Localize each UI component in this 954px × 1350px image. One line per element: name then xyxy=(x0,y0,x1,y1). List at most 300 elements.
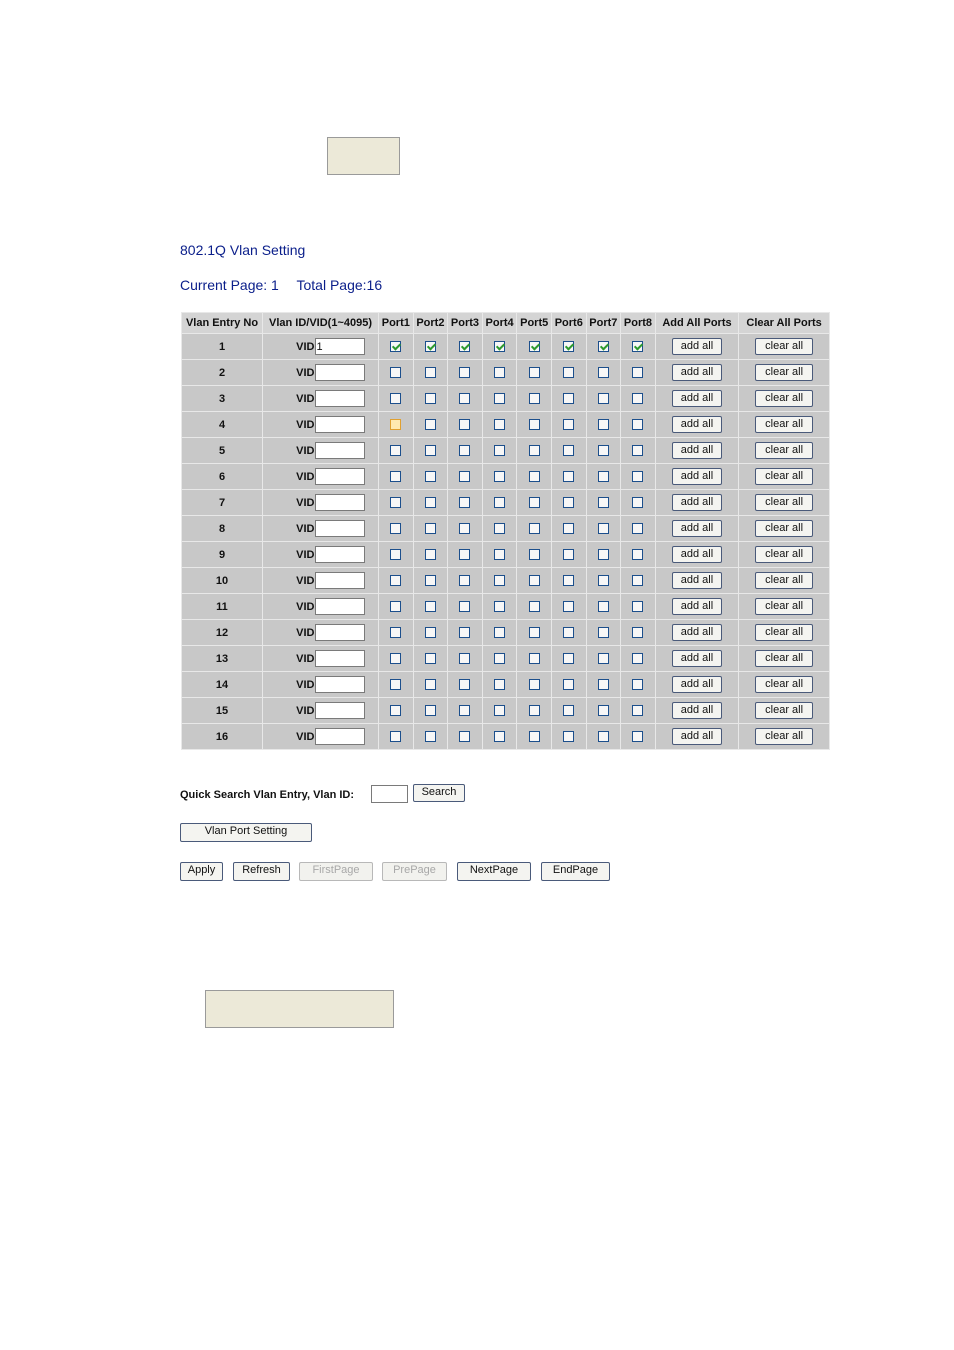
port1-checkbox[interactable] xyxy=(390,471,401,482)
port7-checkbox[interactable] xyxy=(598,393,609,404)
port-cell xyxy=(621,568,656,594)
port4-checkbox[interactable] xyxy=(494,393,505,404)
port-cell xyxy=(413,724,448,750)
port7-checkbox[interactable] xyxy=(598,653,609,664)
clear-all-button[interactable]: clear all xyxy=(755,338,813,355)
port3-checkbox[interactable] xyxy=(459,367,470,378)
clear-all-button[interactable]: clear all xyxy=(755,416,813,433)
add-all-cell xyxy=(655,386,738,412)
vid-cell xyxy=(263,516,379,542)
port5-checkbox[interactable] xyxy=(529,575,540,586)
clear-all-button[interactable]: clear all xyxy=(755,676,813,693)
port-cell xyxy=(551,360,586,386)
port4-checkbox[interactable] xyxy=(494,523,505,534)
port6-checkbox[interactable] xyxy=(563,653,574,664)
port3-checkbox[interactable] xyxy=(459,731,470,742)
port8-checkbox[interactable] xyxy=(632,653,643,664)
port7-checkbox[interactable] xyxy=(598,367,609,378)
port-cell xyxy=(448,490,483,516)
port5-checkbox[interactable] xyxy=(529,731,540,742)
clear-all-button[interactable]: clear all xyxy=(755,494,813,511)
port-cell xyxy=(551,594,586,620)
port8-checkbox[interactable] xyxy=(632,549,643,560)
pre-page-button[interactable]: PrePage xyxy=(382,862,447,881)
add-all-button[interactable]: add all xyxy=(672,364,722,381)
port-cell xyxy=(621,334,656,360)
refresh-button[interactable]: Refresh xyxy=(233,862,290,881)
port8-checkbox[interactable] xyxy=(632,575,643,586)
bottom-placeholder-box xyxy=(205,990,394,1028)
port-cell xyxy=(517,698,552,724)
port-cell xyxy=(551,412,586,438)
clear-all-button[interactable]: clear all xyxy=(755,390,813,407)
port-cell xyxy=(413,568,448,594)
add-all-cell xyxy=(655,542,738,568)
port-cell xyxy=(517,464,552,490)
port2-checkbox[interactable] xyxy=(425,523,436,534)
vid-cell xyxy=(263,464,379,490)
port8-checkbox[interactable] xyxy=(632,419,643,430)
port4-checkbox[interactable] xyxy=(494,549,505,560)
port1-checkbox[interactable] xyxy=(390,341,401,352)
port2-checkbox[interactable] xyxy=(425,705,436,716)
vlan-port-setting-button[interactable]: Vlan Port Setting xyxy=(180,823,312,842)
vlan-table-body xyxy=(182,334,830,750)
port-cell xyxy=(413,464,448,490)
port3-checkbox[interactable] xyxy=(459,419,470,430)
port-cell xyxy=(413,594,448,620)
clear-all-button[interactable]: clear all xyxy=(755,650,813,667)
port5-checkbox[interactable] xyxy=(529,497,540,508)
clear-all-cell xyxy=(739,568,830,594)
clear-all-button[interactable]: clear all xyxy=(755,572,813,589)
port-cell xyxy=(551,464,586,490)
port4-checkbox[interactable] xyxy=(494,705,505,716)
port-cell xyxy=(586,412,621,438)
port-cell xyxy=(517,490,552,516)
port7-checkbox[interactable] xyxy=(598,497,609,508)
vid-input[interactable] xyxy=(315,416,365,433)
port-cell xyxy=(413,516,448,542)
port-cell xyxy=(586,516,621,542)
port-cell xyxy=(517,438,552,464)
clear-all-cell xyxy=(739,438,830,464)
add-all-button[interactable]: add all xyxy=(672,728,722,745)
port8-checkbox[interactable] xyxy=(632,679,643,690)
port6-checkbox[interactable] xyxy=(563,549,574,560)
port3-checkbox[interactable] xyxy=(459,575,470,586)
port7-checkbox[interactable] xyxy=(598,731,609,742)
vlan-entry-number: 16 xyxy=(182,724,263,750)
vlan-entry-number: 14 xyxy=(182,672,263,698)
port-cell xyxy=(413,438,448,464)
port7-checkbox[interactable] xyxy=(598,679,609,690)
vid-cell xyxy=(263,542,379,568)
col-header-entry: Vlan Entry No xyxy=(182,313,263,334)
port6-checkbox[interactable] xyxy=(563,471,574,482)
port2-checkbox[interactable] xyxy=(425,419,436,430)
port-cell xyxy=(482,568,517,594)
port5-checkbox[interactable] xyxy=(529,445,540,456)
port-cell xyxy=(517,594,552,620)
port-cell xyxy=(551,490,586,516)
port3-checkbox[interactable] xyxy=(459,705,470,716)
vlan-row xyxy=(182,334,830,360)
port8-checkbox[interactable] xyxy=(632,601,643,612)
port3-checkbox[interactable] xyxy=(459,549,470,560)
port4-checkbox[interactable] xyxy=(494,419,505,430)
add-all-cell xyxy=(655,334,738,360)
port6-checkbox[interactable] xyxy=(563,419,574,430)
add-all-button[interactable]: add all xyxy=(672,546,722,563)
vid-label: VID xyxy=(296,470,315,483)
port4-checkbox[interactable] xyxy=(494,497,505,508)
add-all-button[interactable]: add all xyxy=(672,338,722,355)
port7-checkbox[interactable] xyxy=(598,601,609,612)
port5-checkbox[interactable] xyxy=(529,627,540,638)
port-cell xyxy=(448,646,483,672)
port3-checkbox[interactable] xyxy=(459,497,470,508)
port-cell xyxy=(517,412,552,438)
port-cell xyxy=(586,594,621,620)
port-cell xyxy=(551,698,586,724)
clear-all-button[interactable]: clear all xyxy=(755,364,813,381)
port6-checkbox[interactable] xyxy=(563,705,574,716)
port3-checkbox[interactable] xyxy=(459,393,470,404)
add-all-button[interactable]: add all xyxy=(672,624,722,641)
clear-all-button[interactable]: clear all xyxy=(755,598,813,615)
port5-checkbox[interactable] xyxy=(529,653,540,664)
port1-checkbox[interactable] xyxy=(390,445,401,456)
clear-all-button[interactable]: clear all xyxy=(755,624,813,641)
port6-checkbox[interactable] xyxy=(563,627,574,638)
add-all-button[interactable]: add all xyxy=(672,494,722,511)
port7-checkbox[interactable] xyxy=(598,419,609,430)
vlan-entry-number: 1 xyxy=(182,334,263,360)
port6-checkbox[interactable] xyxy=(563,367,574,378)
quick-search-label: Quick Search Vlan Entry, Vlan ID: xyxy=(180,789,355,801)
vid-input[interactable] xyxy=(315,572,365,589)
clear-all-button[interactable]: clear all xyxy=(755,442,813,459)
vlan-entry-number: 13 xyxy=(182,646,263,672)
port-cell xyxy=(482,542,517,568)
vid-cell xyxy=(263,646,379,672)
port8-checkbox[interactable] xyxy=(632,367,643,378)
port-cell xyxy=(517,672,552,698)
add-all-button[interactable]: add all xyxy=(672,598,722,615)
port1-checkbox[interactable] xyxy=(390,419,401,430)
vid-label: VID xyxy=(296,574,315,587)
port1-checkbox[interactable] xyxy=(390,549,401,560)
port-cell xyxy=(517,386,552,412)
clear-all-button[interactable]: clear all xyxy=(755,520,813,537)
vlan-row xyxy=(182,568,830,594)
port7-checkbox[interactable] xyxy=(598,549,609,560)
vid-input[interactable] xyxy=(315,390,365,407)
port1-checkbox[interactable] xyxy=(390,731,401,742)
port1-checkbox[interactable] xyxy=(390,497,401,508)
port5-checkbox[interactable] xyxy=(529,419,540,430)
port6-checkbox[interactable] xyxy=(563,731,574,742)
add-all-cell xyxy=(655,464,738,490)
port4-checkbox[interactable] xyxy=(494,575,505,586)
port-cell xyxy=(517,724,552,750)
port-cell xyxy=(448,412,483,438)
vid-cell xyxy=(263,568,379,594)
port7-checkbox[interactable] xyxy=(598,627,609,638)
current-page-label: Current Page: 1 xyxy=(180,277,279,293)
port8-checkbox[interactable] xyxy=(632,523,643,534)
port-cell xyxy=(517,542,552,568)
port1-checkbox[interactable] xyxy=(390,575,401,586)
vid-input[interactable] xyxy=(315,442,365,459)
vlan-entry-number: 5 xyxy=(182,438,263,464)
port8-checkbox[interactable] xyxy=(632,497,643,508)
vid-cell xyxy=(263,594,379,620)
add-all-button[interactable]: add all xyxy=(672,572,722,589)
port5-checkbox[interactable] xyxy=(529,393,540,404)
port-cell xyxy=(517,516,552,542)
add-all-button[interactable]: add all xyxy=(672,442,722,459)
port8-checkbox[interactable] xyxy=(632,627,643,638)
port-cell xyxy=(551,334,586,360)
search-button[interactable]: Search xyxy=(413,784,465,802)
col-header-port1: Port1 xyxy=(379,313,414,334)
page-title: 802.1Q Vlan Setting xyxy=(180,242,306,258)
vid-label: VID xyxy=(296,730,315,743)
port6-checkbox[interactable] xyxy=(563,679,574,690)
port-cell xyxy=(482,516,517,542)
port4-checkbox[interactable] xyxy=(494,471,505,482)
vid-input[interactable] xyxy=(315,468,365,485)
port5-checkbox[interactable] xyxy=(529,471,540,482)
port7-checkbox[interactable] xyxy=(598,471,609,482)
port5-checkbox[interactable] xyxy=(529,341,540,352)
port-cell xyxy=(379,724,414,750)
port1-checkbox[interactable] xyxy=(390,705,401,716)
port2-checkbox[interactable] xyxy=(425,497,436,508)
vid-cell xyxy=(263,412,379,438)
port4-checkbox[interactable] xyxy=(494,367,505,378)
port5-checkbox[interactable] xyxy=(529,601,540,612)
vlan-row xyxy=(182,594,830,620)
vid-label: VID xyxy=(296,600,315,613)
port4-checkbox[interactable] xyxy=(494,627,505,638)
port-cell xyxy=(448,568,483,594)
port7-checkbox[interactable] xyxy=(598,523,609,534)
port1-checkbox[interactable] xyxy=(390,627,401,638)
port-cell xyxy=(482,594,517,620)
apply-button[interactable]: Apply xyxy=(180,862,223,881)
clear-all-button[interactable]: clear all xyxy=(755,702,813,719)
port7-checkbox[interactable] xyxy=(598,705,609,716)
vid-input[interactable] xyxy=(315,364,365,381)
port3-checkbox[interactable] xyxy=(459,601,470,612)
port2-checkbox[interactable] xyxy=(425,367,436,378)
port8-checkbox[interactable] xyxy=(632,471,643,482)
add-all-button[interactable]: add all xyxy=(672,702,722,719)
port8-checkbox[interactable] xyxy=(632,705,643,716)
clear-all-button[interactable]: clear all xyxy=(755,546,813,563)
vid-label: VID xyxy=(296,678,315,691)
port-cell xyxy=(448,334,483,360)
port1-checkbox[interactable] xyxy=(390,523,401,534)
port-cell xyxy=(482,360,517,386)
vlan-row xyxy=(182,360,830,386)
col-header-add-all: Add All Ports xyxy=(655,313,738,334)
port5-checkbox[interactable] xyxy=(529,705,540,716)
next-page-button[interactable]: NextPage xyxy=(457,862,531,881)
add-all-button[interactable]: add all xyxy=(672,390,722,407)
port3-checkbox[interactable] xyxy=(459,523,470,534)
vlan-row xyxy=(182,386,830,412)
port6-checkbox[interactable] xyxy=(563,497,574,508)
add-all-button[interactable]: add all xyxy=(672,676,722,693)
port2-checkbox[interactable] xyxy=(425,731,436,742)
add-all-button[interactable]: add all xyxy=(672,520,722,537)
port2-checkbox[interactable] xyxy=(425,445,436,456)
port6-checkbox[interactable] xyxy=(563,341,574,352)
port4-checkbox[interactable] xyxy=(494,341,505,352)
port5-checkbox[interactable] xyxy=(529,549,540,560)
port8-checkbox[interactable] xyxy=(632,445,643,456)
port-cell xyxy=(551,620,586,646)
port-cell xyxy=(448,620,483,646)
port-cell xyxy=(621,724,656,750)
port2-checkbox[interactable] xyxy=(425,653,436,664)
vid-input[interactable] xyxy=(315,598,365,615)
port7-checkbox[interactable] xyxy=(598,575,609,586)
col-header-port5: Port5 xyxy=(517,313,552,334)
quick-search-input[interactable] xyxy=(371,785,408,803)
vlan-row xyxy=(182,672,830,698)
port-cell xyxy=(413,698,448,724)
vid-input[interactable] xyxy=(315,520,365,537)
vid-input[interactable] xyxy=(315,494,365,511)
vid-input[interactable] xyxy=(315,650,365,667)
port3-checkbox[interactable] xyxy=(459,627,470,638)
port-cell xyxy=(621,516,656,542)
port-cell xyxy=(379,698,414,724)
port-cell xyxy=(482,672,517,698)
port6-checkbox[interactable] xyxy=(563,393,574,404)
vid-label: VID xyxy=(296,652,315,665)
port1-checkbox[interactable] xyxy=(390,601,401,612)
port4-checkbox[interactable] xyxy=(494,731,505,742)
add-all-button[interactable]: add all xyxy=(672,650,722,667)
clear-all-cell xyxy=(739,464,830,490)
port-cell xyxy=(413,490,448,516)
port2-checkbox[interactable] xyxy=(425,575,436,586)
port-cell xyxy=(482,620,517,646)
port4-checkbox[interactable] xyxy=(494,653,505,664)
port2-checkbox[interactable] xyxy=(425,549,436,560)
port-cell xyxy=(586,620,621,646)
port6-checkbox[interactable] xyxy=(563,523,574,534)
port4-checkbox[interactable] xyxy=(494,679,505,690)
port2-checkbox[interactable] xyxy=(425,601,436,612)
clear-all-cell xyxy=(739,412,830,438)
vid-input[interactable] xyxy=(315,728,365,745)
port5-checkbox[interactable] xyxy=(529,367,540,378)
vlan-entry-number: 8 xyxy=(182,516,263,542)
port-cell xyxy=(482,724,517,750)
clear-all-button[interactable]: clear all xyxy=(755,728,813,745)
port3-checkbox[interactable] xyxy=(459,341,470,352)
port3-checkbox[interactable] xyxy=(459,679,470,690)
port7-checkbox[interactable] xyxy=(598,341,609,352)
port-cell xyxy=(379,542,414,568)
add-all-cell xyxy=(655,672,738,698)
vlan-row xyxy=(182,412,830,438)
port2-checkbox[interactable] xyxy=(425,341,436,352)
port3-checkbox[interactable] xyxy=(459,471,470,482)
port-cell xyxy=(621,542,656,568)
port5-checkbox[interactable] xyxy=(529,523,540,534)
port3-checkbox[interactable] xyxy=(459,445,470,456)
add-all-cell xyxy=(655,412,738,438)
end-page-button[interactable]: EndPage xyxy=(541,862,610,881)
vlan-entry-number: 12 xyxy=(182,620,263,646)
add-all-cell xyxy=(655,698,738,724)
port-cell xyxy=(413,412,448,438)
vid-input[interactable] xyxy=(315,676,365,693)
port-cell xyxy=(413,386,448,412)
port8-checkbox[interactable] xyxy=(632,341,643,352)
port6-checkbox[interactable] xyxy=(563,601,574,612)
vid-cell xyxy=(263,334,379,360)
clear-all-button[interactable]: clear all xyxy=(755,468,813,485)
port1-checkbox[interactable] xyxy=(390,653,401,664)
vlan-table-header xyxy=(182,313,830,334)
port2-checkbox[interactable] xyxy=(425,393,436,404)
add-all-button[interactable]: add all xyxy=(672,468,722,485)
port8-checkbox[interactable] xyxy=(632,731,643,742)
clear-all-cell xyxy=(739,542,830,568)
port-cell xyxy=(482,386,517,412)
port6-checkbox[interactable] xyxy=(563,575,574,586)
add-all-cell xyxy=(655,516,738,542)
add-all-button[interactable]: add all xyxy=(672,416,722,433)
port-cell xyxy=(379,412,414,438)
port-cell xyxy=(482,412,517,438)
vid-cell xyxy=(263,724,379,750)
port2-checkbox[interactable] xyxy=(425,471,436,482)
port8-checkbox[interactable] xyxy=(632,393,643,404)
port-cell xyxy=(551,386,586,412)
port-cell xyxy=(621,698,656,724)
port1-checkbox[interactable] xyxy=(390,393,401,404)
port6-checkbox[interactable] xyxy=(563,445,574,456)
port3-checkbox[interactable] xyxy=(459,653,470,664)
vid-input[interactable] xyxy=(315,624,365,641)
port7-checkbox[interactable] xyxy=(598,445,609,456)
vid-input[interactable] xyxy=(315,546,365,563)
port1-checkbox[interactable] xyxy=(390,367,401,378)
vid-input[interactable] xyxy=(315,702,365,719)
port2-checkbox[interactable] xyxy=(425,627,436,638)
port4-checkbox[interactable] xyxy=(494,601,505,612)
port2-checkbox[interactable] xyxy=(425,679,436,690)
vid-input[interactable]: 1 xyxy=(315,338,365,355)
port5-checkbox[interactable] xyxy=(529,679,540,690)
port-cell xyxy=(482,646,517,672)
port4-checkbox[interactable] xyxy=(494,445,505,456)
first-page-button[interactable]: FirstPage xyxy=(299,862,373,881)
col-header-vid: Vlan ID/VID(1~4095) xyxy=(263,313,379,334)
port-cell xyxy=(482,464,517,490)
port1-checkbox[interactable] xyxy=(390,679,401,690)
